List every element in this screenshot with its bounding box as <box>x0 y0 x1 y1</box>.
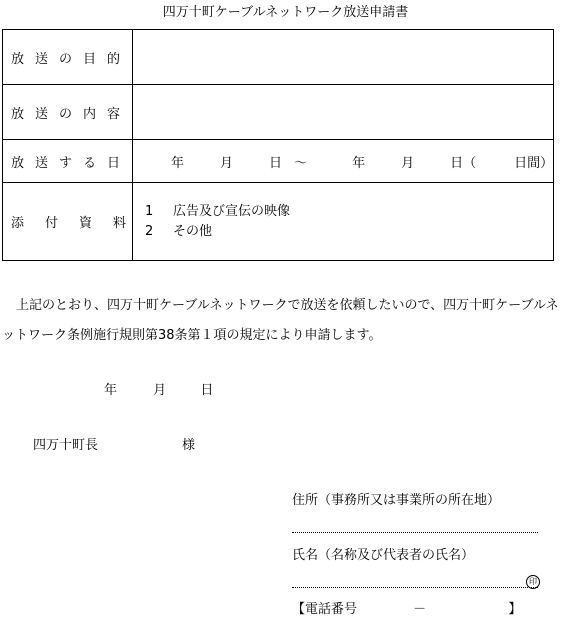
attachments-label <box>3 212 132 231</box>
phone-label: 【電話番号 <box>292 602 358 617</box>
phone-number-field[interactable] <box>292 598 521 617</box>
purpose-label: 放送の目的 <box>11 51 132 67</box>
end-month-unit: 月 <box>401 155 415 171</box>
end-day-unit: 日（ <box>450 155 477 171</box>
date-day-unit: 日 <box>200 383 214 398</box>
period-tilde: ～ <box>294 155 308 171</box>
attachments-label-char: 料 <box>112 216 126 231</box>
seal-mark: 印 <box>526 575 540 589</box>
addressee-name: 四万十町長 <box>33 438 99 453</box>
list-item-text: 広告及び宣伝の映像 <box>173 203 291 219</box>
list-item <box>145 222 553 242</box>
attachments-label-char: 付 <box>44 216 58 231</box>
content-label: 放送の内容 <box>11 106 132 122</box>
document-title: 四万十町ケーブルネットワーク放送申請書 <box>162 5 409 20</box>
attachments-label-char: 添 <box>11 216 25 231</box>
phone-close-bracket: 】 <box>508 602 522 617</box>
attachments-label-char: 資 <box>78 216 92 231</box>
content-label-cell <box>3 85 133 140</box>
table-row-content <box>3 85 554 140</box>
application-date <box>104 379 213 398</box>
name-label: 氏名（名称及び代表者の氏名） <box>292 548 475 563</box>
attachments-value-cell <box>133 183 554 261</box>
content-value-cell[interactable] <box>133 85 554 140</box>
request-statement: 上記のとおり、四万十町ケーブルネットワークで放送を依頼したいので、四万十町ケーブルネットワーク条例施行規則第38条第１項の規定により申請します。 <box>2 298 559 343</box>
broadcast-date-label: 放送する日 <box>11 155 132 171</box>
list-item-text: その他 <box>173 223 213 239</box>
list-item-number: 2 <box>145 223 154 239</box>
addressee <box>33 434 195 453</box>
purpose-label-cell <box>3 30 133 85</box>
phone-dash: － <box>413 602 427 617</box>
days-count-unit: 日間） <box>514 155 554 171</box>
date-month-unit: 月 <box>153 383 167 398</box>
table-row-broadcast-date <box>3 140 554 183</box>
attachments-label-cell <box>3 183 133 261</box>
attachments-list <box>133 202 553 242</box>
name-input-line[interactable] <box>292 587 538 588</box>
broadcast-date-label-cell <box>3 140 133 183</box>
address-input-line[interactable] <box>292 532 538 533</box>
broadcast-period <box>133 152 553 171</box>
list-item <box>145 202 553 222</box>
broadcast-date-value-cell[interactable] <box>133 140 554 183</box>
application-form-table <box>2 29 554 261</box>
start-year-unit: 年 <box>171 155 185 171</box>
end-year-unit: 年 <box>352 155 366 171</box>
addressee-honorific: 様 <box>182 438 196 453</box>
table-row-purpose <box>3 30 554 85</box>
start-day-unit: 日 <box>269 155 283 171</box>
list-item-number: 1 <box>145 203 154 219</box>
start-month-unit: 月 <box>220 155 234 171</box>
address-label: 住所（事務所又は事業所の所在地） <box>292 493 501 508</box>
table-row-attachments <box>3 183 554 261</box>
purpose-value-cell[interactable] <box>133 30 554 85</box>
date-year-unit: 年 <box>104 383 118 398</box>
